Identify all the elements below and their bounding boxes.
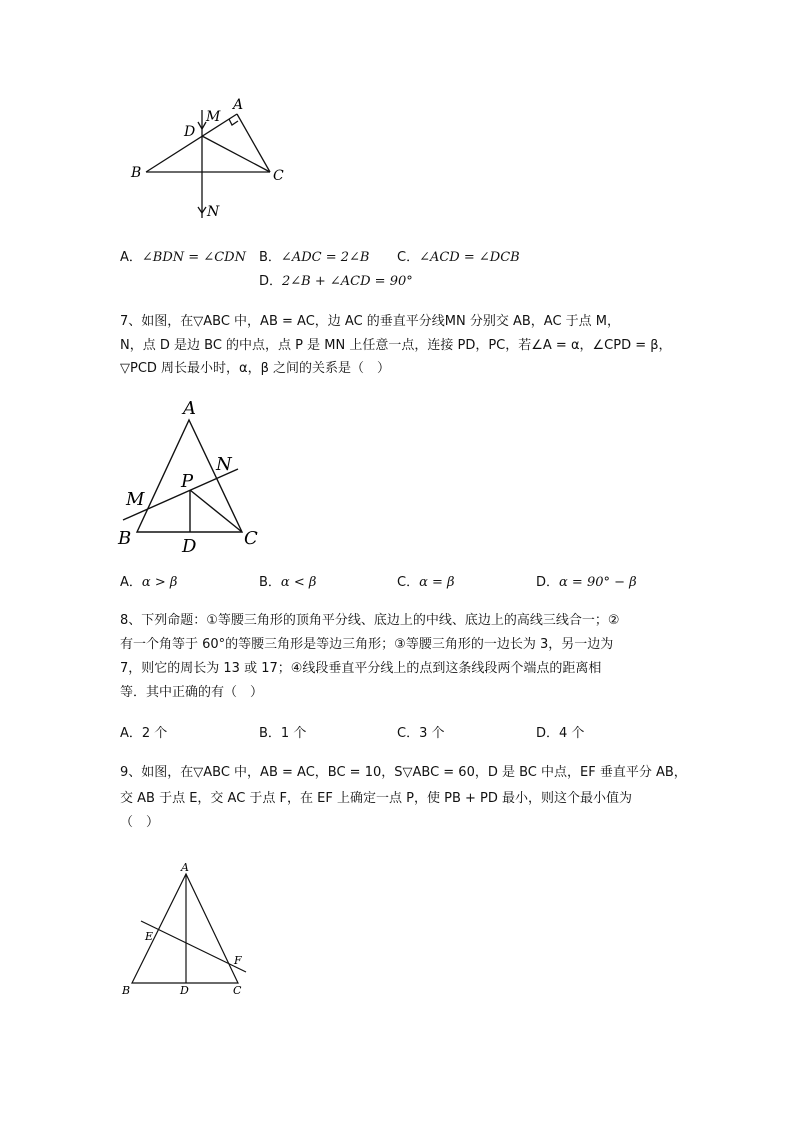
q7-line-2: N，点 D 是边 BC 的中点，点 P 是 MN 上任意一点，连接 PD，PC，若∠A = α，∠CPD = β，	[120, 338, 672, 353]
line-EF	[141, 921, 246, 972]
label-C: C	[273, 168, 284, 184]
q6-option-c: C．∠ACD = ∠DCB	[397, 250, 520, 265]
label-D: D	[180, 984, 189, 997]
q7-option-b: B．α < β	[259, 575, 317, 590]
label-M: M	[206, 109, 221, 125]
triangle-ABC	[132, 874, 238, 983]
segment-BA	[146, 114, 237, 172]
label-M: M	[126, 489, 145, 510]
q8-line-1: 8、下列命题：①等腰三角形的顶角平分线、底边上的中线、底边上的高线三线合一；②	[120, 613, 620, 628]
right-angle-mark	[229, 119, 238, 125]
q9-line-3: （ ）	[120, 815, 160, 830]
label-A: A	[181, 861, 189, 874]
q7-line-3: ▽PCD 周长最小时，α，β 之间的关系是（ ）	[120, 361, 391, 376]
q8-line-2: 有一个角等于 60°的等腰三角形是等边三角形；③等腰三角形的一边长为 3，另一边为	[120, 637, 614, 652]
q8-line-3: 7，则它的周长为 13 或 17；④线段垂直平分线上的点到这条线段两个端点的距离相	[120, 661, 602, 676]
q8-line-4: 等．其中正确的有（ ）	[120, 685, 264, 700]
q9-line-1: 9、如图，在▽ABC 中，AB = AC，BC = 10，S▽ABC = 60，D 是 BC 中点，EF 垂直平分 AB，	[120, 765, 687, 780]
label-C: C	[244, 528, 258, 549]
label-P: P	[181, 471, 194, 492]
q7-option-a: A．α > β	[120, 575, 178, 590]
label-C: C	[233, 984, 242, 997]
label-D: D	[182, 536, 197, 557]
q7-option-d: D．α = 90° − β	[536, 575, 637, 590]
q8-option-a: A．2 个	[120, 726, 168, 741]
label-A: A	[233, 97, 244, 113]
q6-option-a: A．∠BDN = ∠CDN	[120, 250, 246, 265]
q6-figure	[120, 90, 310, 225]
q9-figure	[115, 858, 255, 1003]
label-F: F	[234, 954, 242, 967]
q6-option-b: B．∠ADC = 2∠B	[259, 250, 370, 265]
label-B: B	[122, 984, 131, 997]
label-N: N	[207, 204, 220, 220]
segment-PC	[190, 490, 242, 532]
q6-option-d: D．2∠B + ∠ACD = 90°	[259, 274, 413, 289]
q8-option-b: B．1 个	[259, 726, 307, 741]
label-D: D	[184, 124, 196, 140]
q9-line-2: 交 AB 于点 E，交 AC 于点 F，在 EF 上确定一点 P，使 PB + PD 最小，则这个最小值为	[120, 791, 632, 806]
q7-option-c: C．α = β	[397, 575, 455, 590]
label-E: E	[145, 930, 154, 943]
q8-option-c: C．3 个	[397, 726, 445, 741]
q8-option-d: D．4 个	[536, 726, 585, 741]
label-B: B	[118, 528, 132, 549]
label-B: B	[131, 165, 142, 181]
label-N: N	[216, 454, 232, 475]
label-A: A	[183, 398, 196, 419]
q7-figure	[115, 395, 275, 560]
q7-line-1: 7、如图，在▽ABC 中，AB = AC，边 AC 的垂直平分线MN 分别交 AB，AC 于点 M，	[120, 314, 621, 329]
